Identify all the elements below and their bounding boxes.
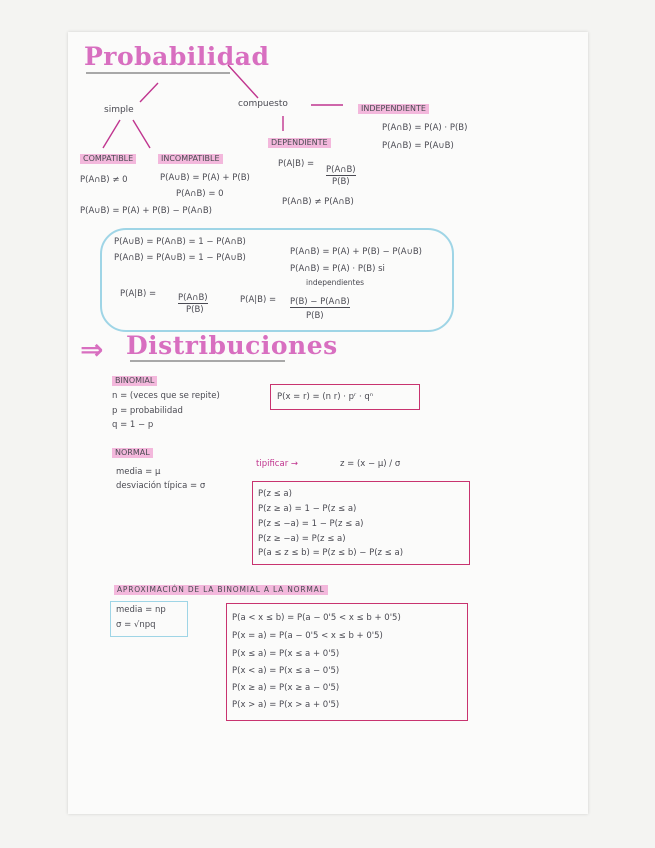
- approx-rule-1: P(a < x ≤ b) = P(a − 0'5 < x ≤ b + 0'5): [232, 613, 401, 623]
- normal-rule-1: P(z ≤ a): [258, 489, 292, 499]
- normal-rule-5: P(a ≤ z ≤ b) = P(z ≤ b) − P(z ≤ a): [258, 548, 404, 558]
- tipificar-formula: z = (x − μ) / σ: [340, 459, 401, 469]
- approx-rule-5: P(x ≥ a) = P(x ≥ a − 0'5): [232, 683, 340, 693]
- approx-label: APROXIMACIÓN DE LA BINOMIAL A LA NORMAL: [114, 585, 328, 595]
- cloud-line-3b-left: P(A|B) =: [240, 295, 277, 305]
- tipificar-label: tipificar →: [256, 459, 299, 469]
- normal-media: media = μ: [116, 467, 161, 477]
- cloud-line-3b-den: P(B): [306, 311, 324, 321]
- page-title: Probabilidad: [84, 42, 270, 71]
- incompatible-label: INCOMPATIBLE: [158, 154, 223, 164]
- compuesto-label: compuesto: [238, 99, 288, 109]
- simple-label: simple: [104, 105, 134, 115]
- incompatible-formula-1: P(A∪B) = P(A) + P(B): [160, 173, 250, 183]
- binomial-label: BINOMIAL: [112, 376, 157, 386]
- cloud-line-1b: P(A∩B) = P(A) + P(B) − P(A∪B): [290, 247, 422, 257]
- binomial-p: p = probabilidad: [112, 406, 183, 416]
- cloud-line-2c: independientes: [306, 278, 365, 287]
- dep-formula-left: P(A|B) =: [278, 159, 315, 169]
- distribuciones-title: Distribuciones: [126, 331, 338, 360]
- compatible-label: COMPATIBLE: [80, 154, 136, 164]
- cloud-line-2a: P(A∩B) = P(A∪B) = 1 − P(A∪B): [114, 253, 246, 263]
- cloud-line-2b: P(A∩B) = P(A) · P(B) si: [290, 264, 385, 274]
- normal-label: NORMAL: [112, 448, 153, 458]
- dep-formula-num: P(A∩B): [326, 165, 356, 175]
- approx-rule-2: P(x = a) = P(a − 0'5 < x ≤ b + 0'5): [232, 631, 383, 641]
- approx-media: media = np: [116, 605, 166, 615]
- normal-rule-3: P(z ≤ −a) = 1 − P(z ≤ a): [258, 519, 364, 529]
- double-arrow-icon: ⇒: [80, 333, 104, 366]
- dep-formula-den: P(B): [332, 177, 350, 187]
- compatible-formula: P(A∩B) ≠ 0: [80, 175, 128, 185]
- normal-desv: desviación típica = σ: [116, 481, 206, 491]
- dependiente-label: DEPENDIENTE: [268, 138, 331, 148]
- cloud-line-3a-den: P(B): [186, 305, 204, 315]
- normal-rule-2: P(z ≥ a) = 1 − P(z ≤ a): [258, 504, 357, 514]
- binomial-formula: P(x = r) = (n r) · pʳ · qⁿ: [277, 392, 374, 402]
- cloud-line-1a: P(A∪B) = P(A∩B) = 1 − P(A∩B): [114, 237, 246, 247]
- cloud-line-3b-num: P(B) − P(A∩B): [290, 297, 350, 307]
- binomial-n: n = (veces que se repite): [112, 391, 220, 401]
- approx-rule-6: P(x > a) = P(x > a + 0'5): [232, 700, 340, 710]
- cloud-line-3a-num: P(A∩B): [178, 293, 208, 303]
- normal-rule-4: P(z ≥ −a) = P(z ≤ a): [258, 534, 346, 544]
- approx-rule-3: P(x ≤ a) = P(x ≤ a + 0'5): [232, 649, 340, 659]
- binomial-q: q = 1 − p: [112, 420, 154, 430]
- approx-rule-4: P(x < a) = P(x ≤ a − 0'5): [232, 666, 340, 676]
- cloud-line-3a-left: P(A|B) =: [120, 289, 157, 299]
- indep-formula-1: P(A∩B) = P(A) · P(B): [382, 123, 468, 133]
- incompatible-formula-2: P(A∩B) = 0: [176, 189, 224, 199]
- approx-sigma: σ = √npq: [116, 620, 156, 630]
- indep-formula-2: P(A∩B) = P(A∪B): [382, 141, 454, 151]
- independiente-label: INDEPENDIENTE: [358, 104, 429, 114]
- dep-formula-2: P(A∩B) ≠ P(A∩B): [282, 197, 354, 207]
- union-formula: P(A∪B) = P(A) + P(B) − P(A∩B): [80, 206, 212, 216]
